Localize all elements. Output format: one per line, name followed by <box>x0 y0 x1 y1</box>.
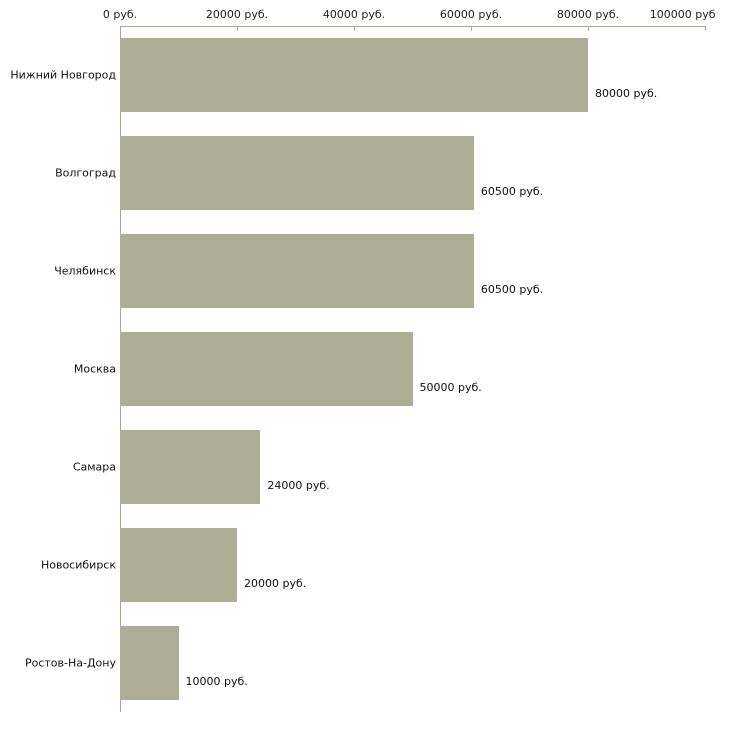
category-label: Самара <box>72 460 116 474</box>
bar-value-label: 80000 руб. <box>595 87 658 100</box>
x-tick-mark <box>588 26 589 31</box>
bar-value-label: 60500 руб. <box>480 185 544 198</box>
bar[interactable] <box>120 38 588 112</box>
category-label: Ростов-На-Дону <box>24 656 116 670</box>
x-tick-label: 80000 руб. <box>556 8 620 21</box>
x-tick-label: 40000 руб. <box>322 8 386 21</box>
x-tick-label: 20000 руб. <box>205 8 269 21</box>
category-label: Москва <box>73 362 116 376</box>
bar[interactable] <box>120 528 237 602</box>
x-tick-mark <box>237 26 238 31</box>
x-axis-line <box>120 26 705 27</box>
bar-value-label: 24000 руб. <box>267 479 330 492</box>
x-tick-label: 0 руб. <box>102 8 138 21</box>
x-tick-mark <box>354 26 355 31</box>
bar[interactable] <box>120 430 260 504</box>
category-label: Новосибирск <box>40 558 116 572</box>
category-label: Челябинск <box>54 264 116 278</box>
bar[interactable] <box>120 234 474 308</box>
bar[interactable] <box>120 626 179 700</box>
x-tick-label: 100000 руб <box>649 8 716 21</box>
x-tick-mark <box>471 26 472 31</box>
bar-value-label: 50000 руб. <box>419 381 482 394</box>
bar-value-label: 60500 руб. <box>480 283 544 296</box>
category-label: Нижний Новгород <box>10 68 116 82</box>
bar[interactable] <box>120 136 474 210</box>
bar[interactable] <box>120 332 413 406</box>
x-tick-mark <box>705 26 706 31</box>
bar-value-label: 20000 руб. <box>244 577 307 590</box>
x-tick-mark <box>120 26 121 31</box>
bar-value-label: 10000 руб. <box>185 675 248 688</box>
category-label: Волгоград <box>55 166 116 180</box>
x-tick-label: 60000 руб. <box>439 8 503 21</box>
